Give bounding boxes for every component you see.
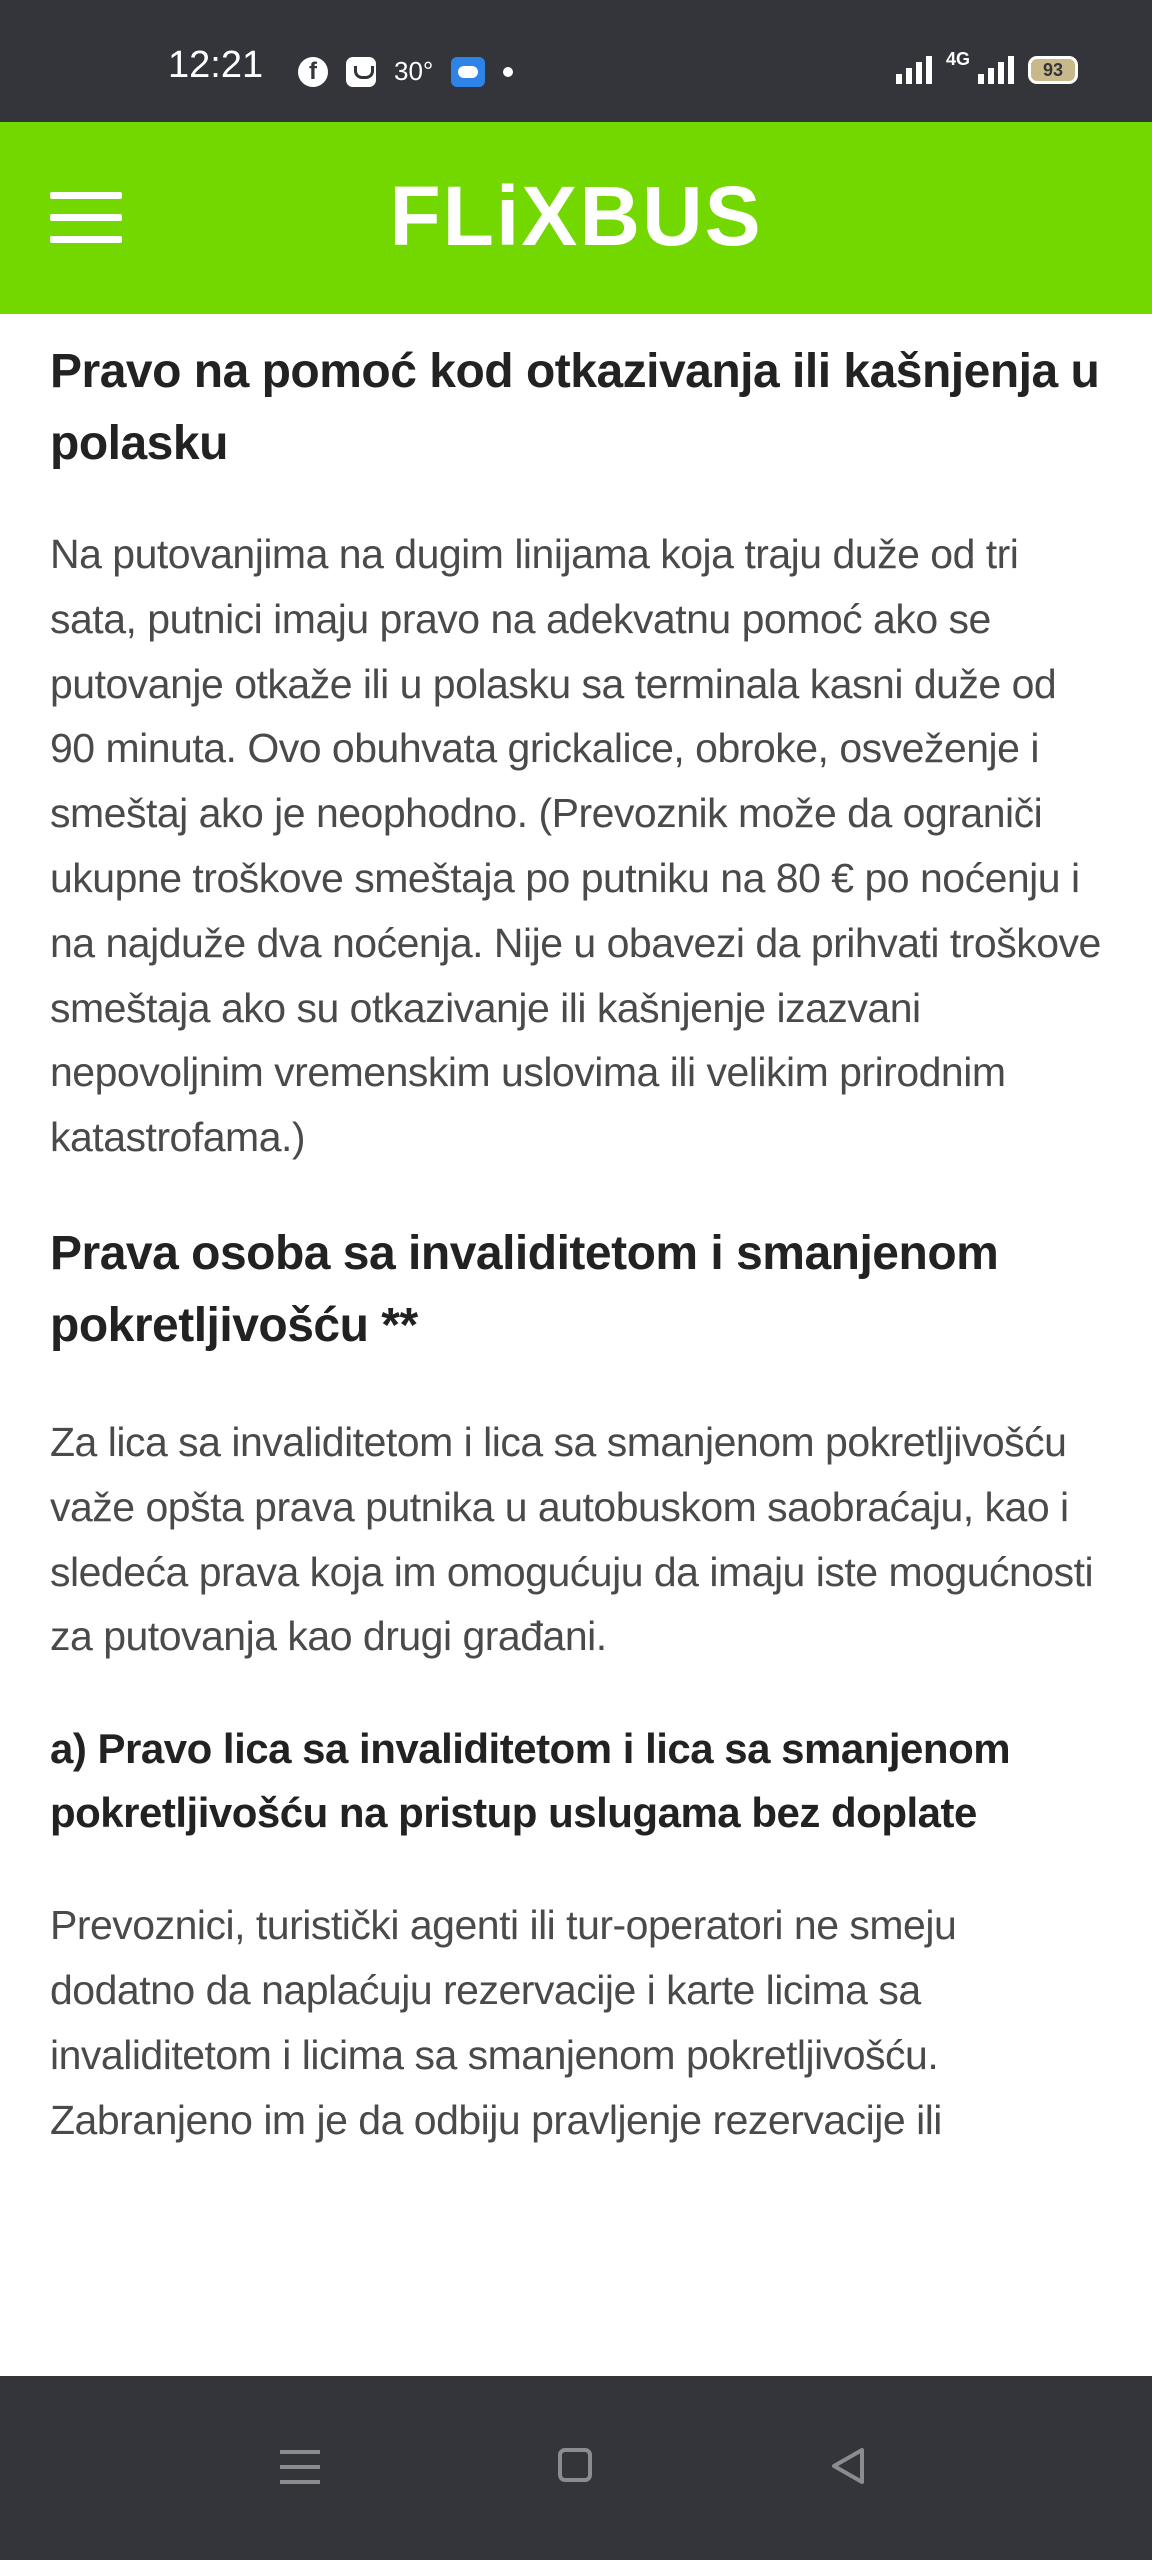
- status-icons-left: [298, 56, 513, 87]
- home-icon[interactable]: [558, 2448, 592, 2482]
- section-text: Prevoznici, turistički agenti ili tur-operatori ne smeju dodatno da naplaćuju rezervacije i karte licima sa invaliditetom i licima sa smanjenom pokretljivošću. Zabranjeno im je da odbiju pravljenje rezervacije ili: [50, 1902, 957, 2143]
- section-text: Za lica sa invaliditetom i lica sa smanjenom pokretljivošću važe opšta prava putnika u autobuskom saobraćaju, kao i sledeća prava koja im omogućuju da imaju iste mogućnosti za putovanja kao drugi građani.: [50, 1418, 1094, 1660]
- temperature-label: 30°: [394, 56, 434, 86]
- notification-dot-icon: [503, 67, 513, 77]
- back-icon[interactable]: [826, 2444, 870, 2488]
- recent-apps-icon[interactable]: [280, 2450, 320, 2484]
- hamburger-menu-icon[interactable]: [50, 192, 122, 244]
- status-time: 12:21: [168, 44, 264, 86]
- app-header: [0, 122, 1152, 314]
- section-text: Na putovanjima na dugim linijama koja traju duže od tri sata, putnici imaju pravo na adekvatnu pomoć ako se putovanje otkaže ili u polasku sa terminala kasni duže od 90 minuta. Ovo obuhvata grickalice, obroke, osveženje i smeštaj ako je neophodno. (Prevoznik može da ograniči ukupne troškove smeštaja po putniku na 80 € po noćenju i na najduže dva noćenja. Nije u obavezi da prihvati troškove smeštaja ako su otkazivanje ili kašnjenje izazvani nepovoljnim vremenskim uslovima ili velikim prirodnim katastrofama.): [50, 531, 1101, 1161]
- messenger-icon: [346, 57, 376, 87]
- facebook-icon: f: [298, 57, 328, 87]
- subsection-title: a) Pravo lica sa invaliditetom i lica sa smanjenom pokretljivošću na pristup uslugama bez doplate: [50, 1725, 1011, 1837]
- signal-icon-secondary: [978, 54, 1014, 84]
- battery-icon: [1028, 56, 1078, 84]
- section-title: Pravo na pomoć kod otkazivanja ili kašnjenja u polasku: [50, 345, 1100, 470]
- battery-level: 93: [1042, 59, 1064, 80]
- system-navigation-bar: [0, 2376, 1152, 2560]
- main-content: [50, 314, 1102, 2152]
- signal-icon: [896, 54, 932, 84]
- network-type-label: 4G: [945, 49, 970, 69]
- status-bar: [0, 0, 1152, 122]
- weather-icon: [451, 57, 485, 87]
- section-title: Prava osoba sa invaliditetom i smanjenom pokretljivošću **: [50, 1226, 999, 1352]
- flixbus-logo[interactable]: FLiXBUS: [389, 169, 763, 263]
- status-icons-right: [896, 50, 1078, 84]
